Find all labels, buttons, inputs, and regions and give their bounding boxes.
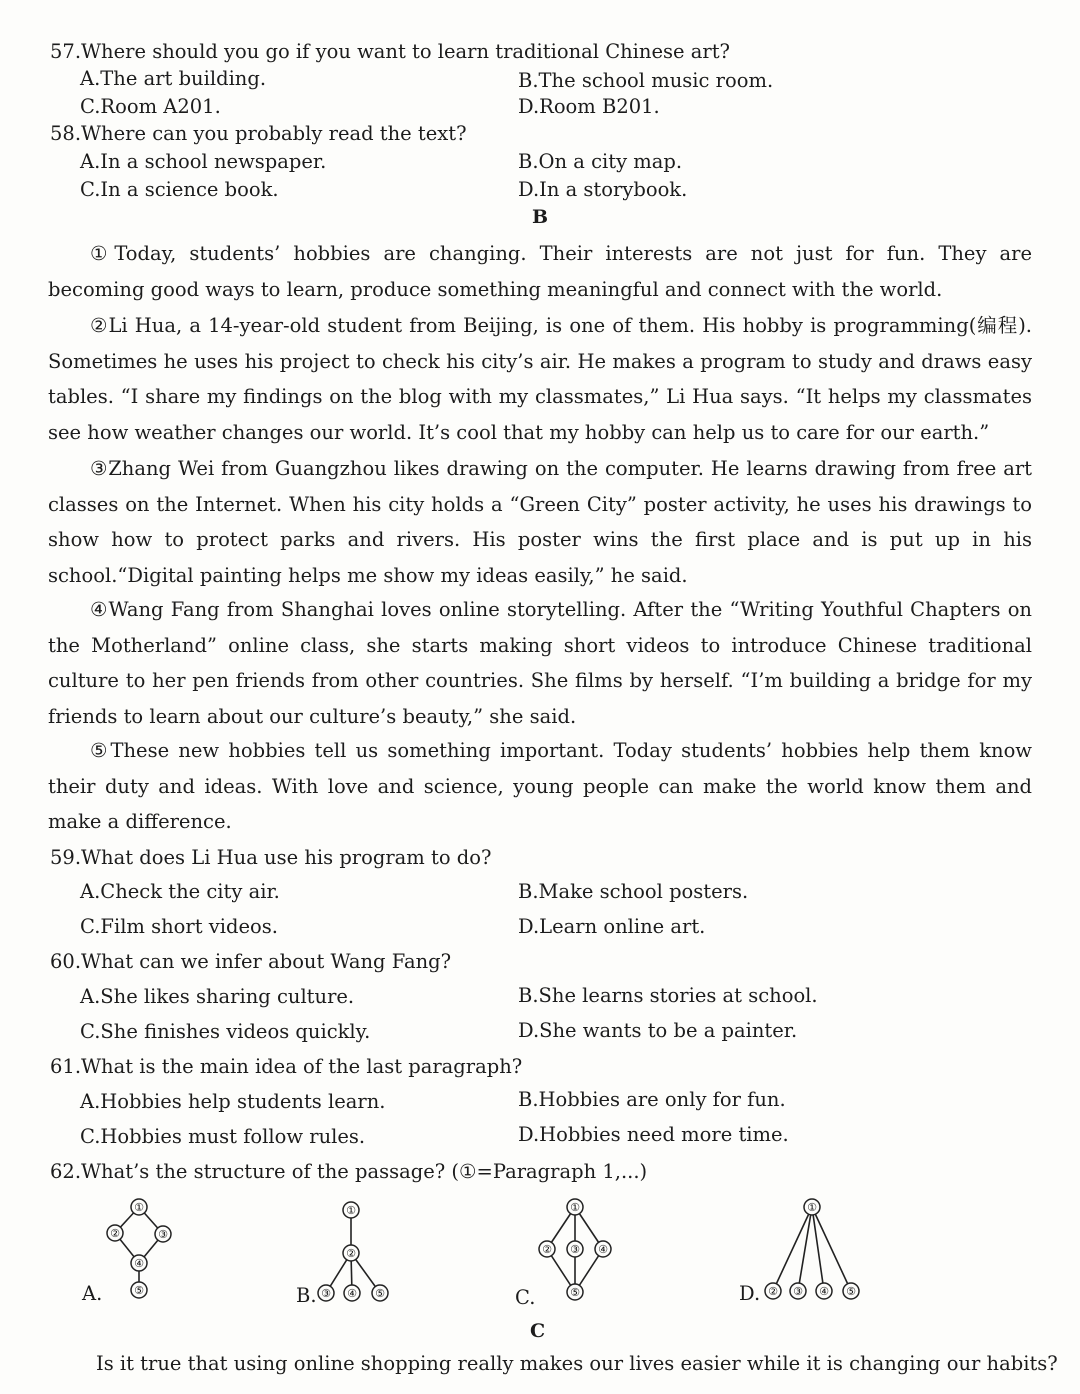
q58-option-d: D.In a storybook.: [518, 178, 688, 201]
q58-option-a: A.In a school newspaper.: [80, 150, 327, 173]
node-3: [155, 1226, 171, 1242]
q61-option-d: D.Hobbies need more time.: [518, 1123, 789, 1146]
node-5: [567, 1284, 583, 1300]
q61-option-b: B.Hobbies are only for fun.: [518, 1088, 786, 1111]
svg-text:⑤: ⑤: [570, 1286, 580, 1299]
question-58: 58.Where can you probably read the text?: [50, 122, 467, 145]
node-3: [567, 1241, 583, 1257]
paragraph-5: ⑤These new hobbies tell us something important. Today students’ hobbies help them know their duty and ideas. With love and science, young people can make the world know them and make a difference.: [48, 739, 1032, 834]
question-60: 60.What can we infer about Wang Fang?: [50, 950, 452, 973]
svg-text:④: ④: [598, 1243, 608, 1256]
section-c-heading: C: [530, 1320, 546, 1342]
node-1: [804, 1199, 820, 1215]
paragraph-3: ③Zhang Wei from Guangzhou likes drawing on the computer. He learns drawing from free art classes on the Internet. When his city holds a “Green City” poster activity, he uses his drawings to show how to protect parks and rivers. His poster wins the first place and is put up in his school.“Digital painting helps me show my ideas easily,” he said.: [48, 457, 1032, 587]
q59-option-c: C.Film short videos.: [80, 915, 278, 938]
node-2: [765, 1283, 781, 1299]
question-59: 59.What does Li Hua use his program to do?: [50, 846, 492, 869]
svg-text:④: ④: [134, 1257, 144, 1270]
structure-diagram-c: [530, 1192, 620, 1304]
q57-option-a: A.The art building.: [80, 67, 267, 90]
node-1: [567, 1199, 583, 1215]
node-1: [343, 1202, 359, 1218]
node-3: [790, 1283, 806, 1299]
svg-text:③: ③: [321, 1287, 331, 1300]
q62-label-d: D.: [739, 1282, 761, 1305]
q60-option-c: C.She finishes videos quickly.: [80, 1020, 371, 1043]
paragraph-1: ①Today, students’ hobbies are changing. Their interests are not just for fun. They are becoming good ways to learn, produce something meaningful and connect with the world.: [48, 242, 1032, 301]
q58-option-c: C.In a science book.: [80, 178, 279, 201]
svg-text:④: ④: [347, 1287, 357, 1300]
node-4: [131, 1255, 147, 1271]
section-b-heading: B: [532, 206, 549, 228]
structure-diagram-b: [310, 1195, 400, 1305]
node-3: [318, 1285, 334, 1301]
svg-text:⑤: ⑤: [375, 1287, 385, 1300]
paragraph-4: ④Wang Fang from Shanghai loves online storytelling. After the “Writing Youthful Chapters on the Motherland” online class, she starts making short videos to introduce Chinese traditional culture to her pen friends from other countries. She films by herself. “I’m building a bridge for my friends to learn about our culture’s beauty,” she said.: [48, 598, 1032, 728]
q57-option-d: D.Room B201.: [518, 95, 660, 118]
q62-label-c: C.: [515, 1286, 536, 1309]
q60-option-b: B.She learns stories at school.: [518, 984, 818, 1007]
q59-option-b: B.Make school posters.: [518, 880, 749, 903]
node-4: [595, 1241, 611, 1257]
svg-text:②: ②: [346, 1247, 356, 1260]
q60-option-a: A.She likes sharing culture.: [80, 985, 355, 1008]
svg-text:①: ①: [346, 1204, 356, 1217]
q62-label-a: A.: [82, 1282, 103, 1305]
svg-text:③: ③: [158, 1228, 168, 1241]
svg-text:②: ②: [110, 1227, 120, 1240]
edge: [773, 1207, 812, 1291]
svg-text:④: ④: [819, 1285, 829, 1298]
q60-option-d: D.She wants to be a painter.: [518, 1019, 798, 1042]
node-5: [372, 1285, 388, 1301]
q57-option-b: B.The school music room.: [518, 69, 774, 92]
q58-option-b: B.On a city map.: [518, 150, 683, 173]
svg-text:①: ①: [134, 1201, 144, 1214]
svg-text:⑤: ⑤: [846, 1285, 856, 1298]
edge: [798, 1207, 812, 1291]
node-5: [131, 1282, 147, 1298]
node-4: [816, 1283, 832, 1299]
question-57: 57.Where should you go if you want to learn traditional Chinese art?: [50, 40, 730, 63]
question-61: 61.What is the main idea of the last paragraph?: [50, 1055, 523, 1078]
node-4: [344, 1285, 360, 1301]
node-1: [131, 1199, 147, 1215]
q59-option-a: A.Check the city air.: [80, 880, 280, 903]
node-2: [107, 1225, 123, 1241]
svg-text:②: ②: [542, 1243, 552, 1256]
node-2: [539, 1241, 555, 1257]
paragraph-2: ②Li Hua, a 14-year-old student from Beijing, is one of them. His hobby is programming(编程). Sometimes he uses his project to check his city’s air. He makes a program to study and draws easy tables. “I share my findings on the blog with my classmates,” Li Hua says. “It helps my classmates see how weather changes our world. It’s cool that my hobby can help us to care for our earth.”: [48, 314, 1032, 444]
q61-option-c: C.Hobbies must follow rules.: [80, 1125, 366, 1148]
q62-label-b: B.: [296, 1284, 317, 1307]
structure-diagram-a: [100, 1195, 180, 1305]
node-2: [343, 1245, 359, 1261]
svg-text:①: ①: [570, 1201, 580, 1214]
svg-text:②: ②: [768, 1285, 778, 1298]
question-62: 62.What’s the structure of the passage? (①=Paragraph 1,...): [50, 1160, 648, 1183]
structure-diagram-d: [760, 1195, 870, 1303]
node-5: [843, 1283, 859, 1299]
svg-text:①: ①: [807, 1201, 817, 1214]
q61-option-a: A.Hobbies help students learn.: [80, 1090, 386, 1113]
q57-option-c: C.Room A201.: [80, 95, 221, 118]
section-c-intro: Is it true that using online shopping really makes our lives easier while it is changing our habits?: [96, 1352, 1058, 1375]
svg-text:⑤: ⑤: [134, 1284, 144, 1297]
svg-text:③: ③: [793, 1285, 803, 1298]
q59-option-d: D.Learn online art.: [518, 915, 706, 938]
svg-text:③: ③: [570, 1243, 580, 1256]
